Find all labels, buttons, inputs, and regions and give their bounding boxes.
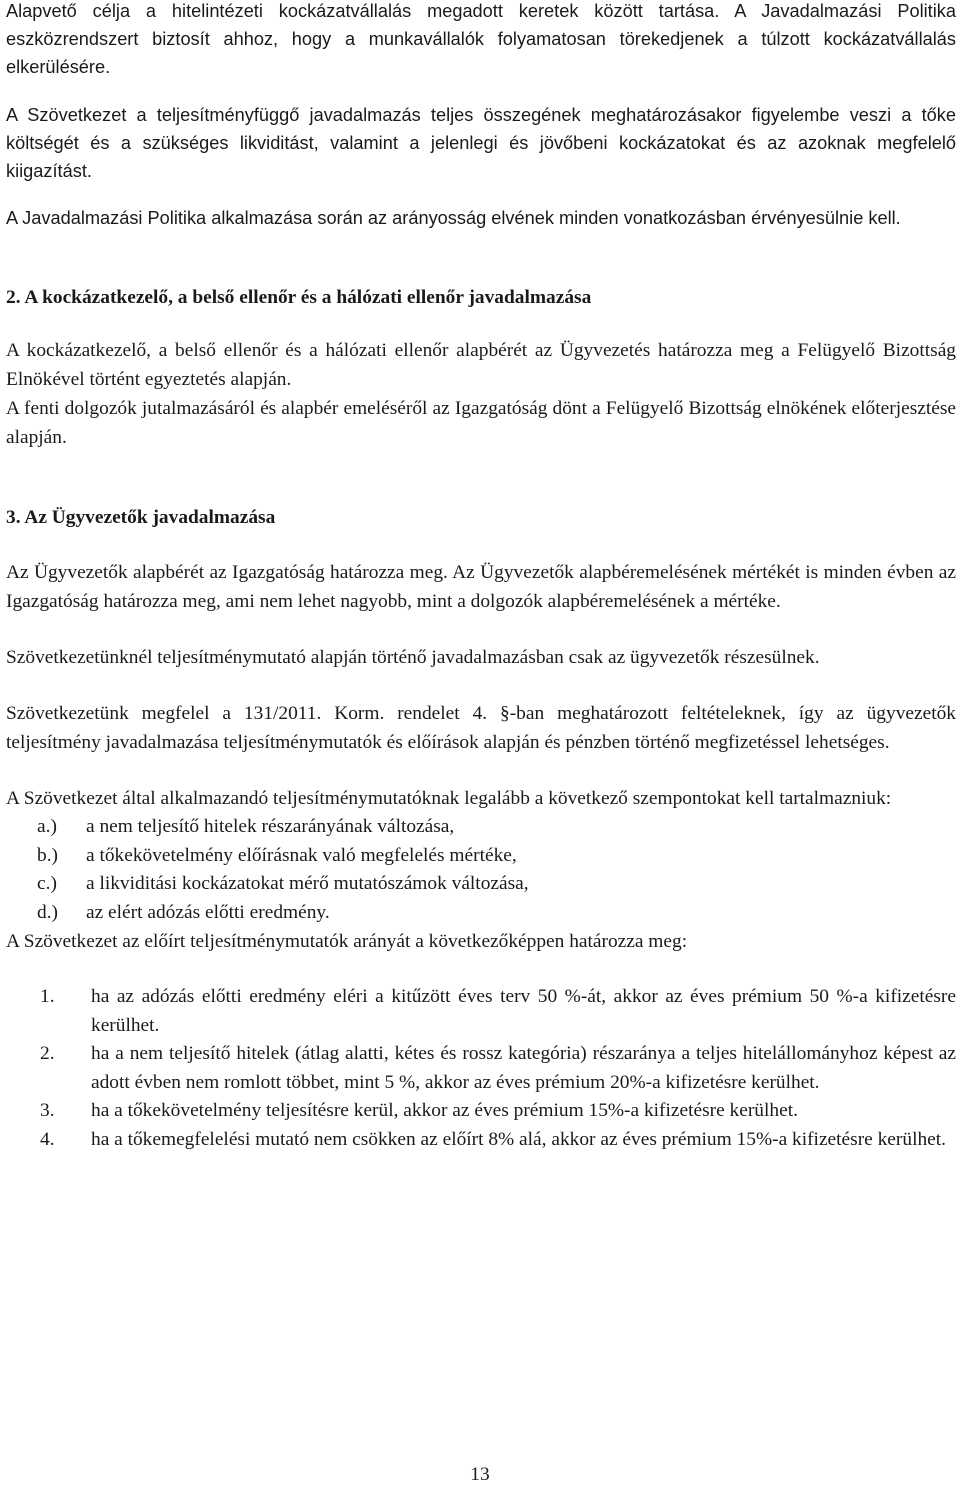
section-3-paragraph-2: Szövetkezetünknél teljesítménymutató alapján történő javadalmazásban csak az ügyvezetők részesülnek. bbox=[6, 647, 820, 668]
criteria-list bbox=[6, 813, 956, 927]
list-item-marker: 4. bbox=[40, 1128, 55, 1150]
list-item bbox=[6, 813, 956, 842]
section-3-heading: 3. Az Ügyvezetők javadalmazása bbox=[6, 507, 276, 528]
section-3-paragraph-5: A Szövetkezet az előírt teljesítménymutatók arányát a következőképpen határozza meg: bbox=[6, 931, 688, 952]
list-item-marker: 3. bbox=[40, 1100, 55, 1121]
intro-paragraph-3: A Javadalmazási Politika alkalmazása során az arányosság elvének minden vonatkozásban érvényesülnie kell. bbox=[6, 208, 901, 228]
page-number: 13 bbox=[470, 1464, 490, 1485]
list-item bbox=[6, 842, 956, 871]
document-page bbox=[6, 0, 956, 1154]
section-3-paragraph-1: Az Ügyvezetők alapbérét az Igazgatóság határozza meg. Az Ügyvezetők alapbéremelésének mértékét is minden évben az Igazgatóság határozza meg, ami nem lehet nagyobb, mint a dolgozók alapbéremelésének a mértéke. bbox=[6, 562, 956, 612]
list-item-text: ha a tőkemegfelelési mutató nem csökken az előírt 8% alá, akkor az éves prémium 15%-a kifizetésre kerülhet. bbox=[91, 1128, 946, 1150]
list-item-marker: c.) bbox=[37, 873, 57, 894]
list-item-text: a tőkekövetelmény előírásnak való megfelelés mértéke, bbox=[86, 844, 517, 866]
section-2-paragraph-2: A fenti dolgozók jutalmazásáról és alapbér emeléséről az Igazgatóság dönt a Felügyelő Bizottság elnökének előterjesztése alapján. bbox=[6, 398, 956, 448]
list-item-text: az elért adózás előtti eredmény. bbox=[86, 901, 330, 923]
list-item-text: a likviditási kockázatokat mérő mutatószámok változása, bbox=[86, 873, 529, 894]
list-item bbox=[6, 870, 956, 899]
list-item-text: a nem teljesítő hitelek részarányának változása, bbox=[86, 816, 455, 837]
list-item-marker: 1. bbox=[40, 986, 55, 1007]
list-item bbox=[6, 899, 956, 928]
list-item-text: ha az adózás előtti eredmény eléri a kitűzött éves terv 50 %-át, akkor az éves prémium 50 %-a kifizetésre kerülhet. bbox=[91, 986, 956, 1036]
list-item-text: ha a nem teljesítő hitelek (átlag alatti, kétes és rossz kategória) részaránya a teljes hitelállományhoz képest az adott évben nem romlott többet, mint 5 %, akkor az éves prémium 20%-a kifizetésre kerülhet. bbox=[91, 1043, 956, 1093]
list-item bbox=[6, 1040, 956, 1097]
intro-paragraph-1: Alapvető célja a hitelintézeti kockázatvállalás megadott keretek között tartása. A Javadalmazási Politika eszközrendszert biztosít ahhoz, hogy a munkavállalók folyamatosan törekedjenek a túlzott kockázatvállalás elkerülésére. bbox=[6, 1, 956, 77]
list-item bbox=[6, 1126, 956, 1155]
list-item bbox=[6, 983, 956, 1040]
list-item-marker: a.) bbox=[37, 816, 57, 837]
section-3-paragraph-4: A Szövetkezet által alkalmazandó teljesítménymutatóknak legalább a következő szempontokat kell tartalmazniuk: bbox=[6, 788, 892, 809]
section-3-paragraph-3: Szövetkezetünk megfelel a 131/2011. Korm. rendelet 4. §-ban meghatározott feltételeknek, így az ügyvezetők teljesítmény javadalmazása teljesítménymutatók és előírások alapján és pénzben történő megfizetéssel lehetséges. bbox=[6, 703, 956, 753]
list-item-marker: d.) bbox=[37, 901, 59, 923]
list-item bbox=[6, 1097, 956, 1126]
section-2-heading: 2. A kockázatkezelő, a belső ellenőr és a hálózati ellenőr javadalmazása bbox=[6, 287, 592, 308]
intro-paragraph-2: A Szövetkezet a teljesítményfüggő javadalmazás teljes összegének meghatározásakor figyelembe veszi a tőke költségét és a szükséges likviditást, valamint a jelenlegi és jövőbeni kockázatokat és az azoknak megfelelő kiigazítást. bbox=[6, 105, 956, 181]
list-item-marker: b.) bbox=[37, 844, 59, 866]
list-item-marker: 2. bbox=[40, 1043, 55, 1064]
list-item-text: ha a tőkekövetelmény teljesítésre kerül, akkor az éves prémium 15%-a kifizetésre kerülhet. bbox=[91, 1100, 798, 1121]
rules-list bbox=[6, 983, 956, 1154]
section-2-paragraph-1: A kockázatkezelő, a belső ellenőr és a hálózati ellenőr alapbérét az Ügyvezetés határozza meg a Felügyelő Bizottság Elnökével történt egyeztetés alapján. bbox=[6, 340, 956, 390]
